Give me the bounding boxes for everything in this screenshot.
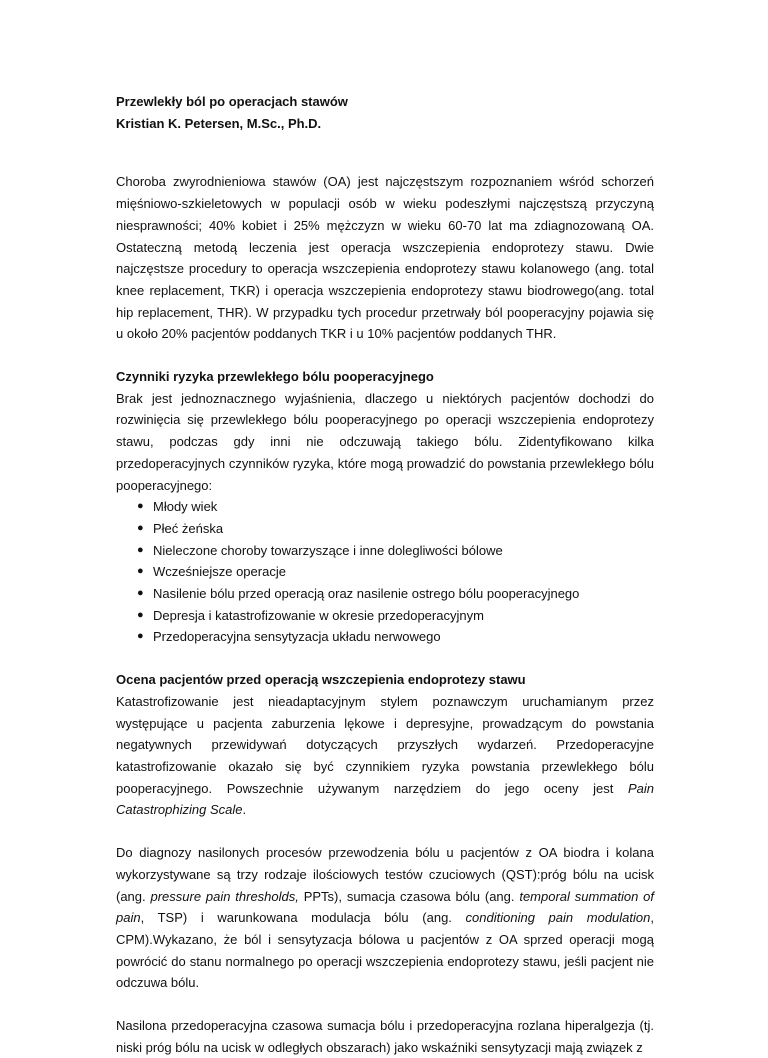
bullet-icon: ● [137,608,144,621]
paragraph-text: PPTs), sumacja czasowa bólu (ang. [298,888,520,904]
paragraph-text: . [242,802,247,818]
list-item-text: Depresja i katastrofizowanie w okresie przedoperacyjnym [153,607,484,623]
list-item [116,540,654,562]
spacer [116,994,654,1015]
spacer [116,648,654,669]
list-item [116,605,654,627]
spacer [116,345,654,366]
list-item [116,626,654,648]
risk-factors-list [116,496,654,648]
sensitization-paragraph: Nasilona przedoperacyjna czasowa sumacja bólu i przedoperacyjna rozlana hiperalgezja (tj. niski próg bólu na ucisk w odległych obszarach) jako wskaźniki sensytyzacji mają związek z [116,1018,654,1055]
list-item-text: Nasilenie bólu przed operacją oraz nasilenie ostrego bólu pooperacyjnego [153,586,580,602]
bullet-icon: ● [137,543,144,556]
paragraph-text: , CPM).Wykazano, że ból i sensytyzacja bólowa u pacjentów z OA sprzed operacji mogą powrócić do stanu normalnego po operacji wszczepienia endoprotezy stawu, jeśli pacjent nie odczuwa bólu. [116,910,654,991]
list-item-text: Młody wiek [153,499,218,515]
qst-paragraph [116,842,654,994]
title-block [116,91,654,134]
list-item-text: Przedoperacyjna sensytyzacja układu nerwowego [153,629,441,645]
intro-paragraph: Choroba zwyrodnieniowa stawów (OA) jest najczęstszym rozpoznaniem wśród schorzeń mięśniowo-szkieletowych w populacji osób w wieku podeszłymi najczęstszą przyczyną niesprawności; 40% kobiet i 25% mężczyzn w wieku 60-70 lat ma zdiagnozowaną OA. Ostateczną metodą leczenia jest operacja wszczepienia endoprotezy stawu. Dwie najczęstsze procedury to operacja wszczepienia endoprotezy stawu kolanowego (ang. total knee replacement, TKR) i operacja wszczepienia endoprotezy stawu biodrowego(ang. total hip replacement, THR). W przypadku tych procedur przetrwały ból pooperacyjny pojawia się u około 20% pacjentów poddanych TKR i u 10% pacjentów poddanych THR. [116,174,654,342]
catastrophizing-paragraph [116,691,654,821]
bullet-icon: ● [137,521,144,534]
list-item [116,518,654,540]
list-item [116,561,654,583]
document-title: Przewlekły ból po operacjach stawów [116,94,348,109]
bullet-icon: ● [137,587,144,600]
list-item-text: Wcześniejsze operacje [153,564,286,580]
document-author: Kristian K. Petersen, M.Sc., Ph.D. [116,115,322,131]
list-item [116,496,654,518]
list-item [116,583,654,605]
section-heading-risk-factors: Czynniki ryzyka przewlekłego bólu pooperacyjnego [116,369,434,385]
section-heading-assessment: Ocena pacjentów przed operacją wszczepienia endoprotezy stawu [116,672,526,688]
risk-factors-paragraph: Brak jest jednoznacznego wyjaśnienia, dlaczego u niektórych pacjentów dochodzi do rozwinięcia się przewlekłego bólu pooperacyjnego po operacji wszczepienia endoprotezy stawu, podczas gdy inni nie odczuwają takiego bólu. Zidentyfikowano kilka przedoperacyjnych czynników ryzyka, które mogą prowadzić do powstania przewlekłego bólu pooperacyjnego: [116,390,654,493]
term-italic: conditioning pain modulation [465,910,651,926]
paragraph-text: Do diagnozy nasilonych procesów przewodzenia bólu u pacjentów z OA biodra i kolana wykorzystywane są trzy rodzaje ilościowych testów czuciowych (QST):próg bólu na ucisk (ang. [116,845,654,904]
spacer [116,134,654,171]
paragraph-text: Katastrofizowanie jest nieadaptacyjnym stylem poznawczym uruchamianym przez występujące u pacjenta zaburzenia lękowe i depresyjne, prowadzącym do powstania negatywnych przewidywań dotyczących przyszłych wydarzeń. Przedoperacyjne katastrofizowanie okazało się być czynnikiem ryzyka powstania przewlekłego bólu pooperacyjnego. Powszechnie używanym narzędziem do jego oceny jest [116,693,654,796]
list-item-text: Nieleczone choroby towarzyszące i inne dolegliwości bólowe [153,542,503,558]
list-item-text: Płeć żeńska [153,520,224,536]
spacer [116,821,654,842]
scale-name: Pain Catastrophizing Scale [116,780,654,818]
bullet-icon: ● [137,500,144,513]
term-italic: temporal summation of pain [116,888,654,926]
paragraph-text: , TSP) i warunkowana modulacja bólu (ang. [140,910,466,926]
term-italic: pressure pain thresholds, [150,888,299,904]
document-page [116,91,654,1058]
bullet-icon: ● [137,630,144,643]
bullet-icon: ● [137,565,144,578]
